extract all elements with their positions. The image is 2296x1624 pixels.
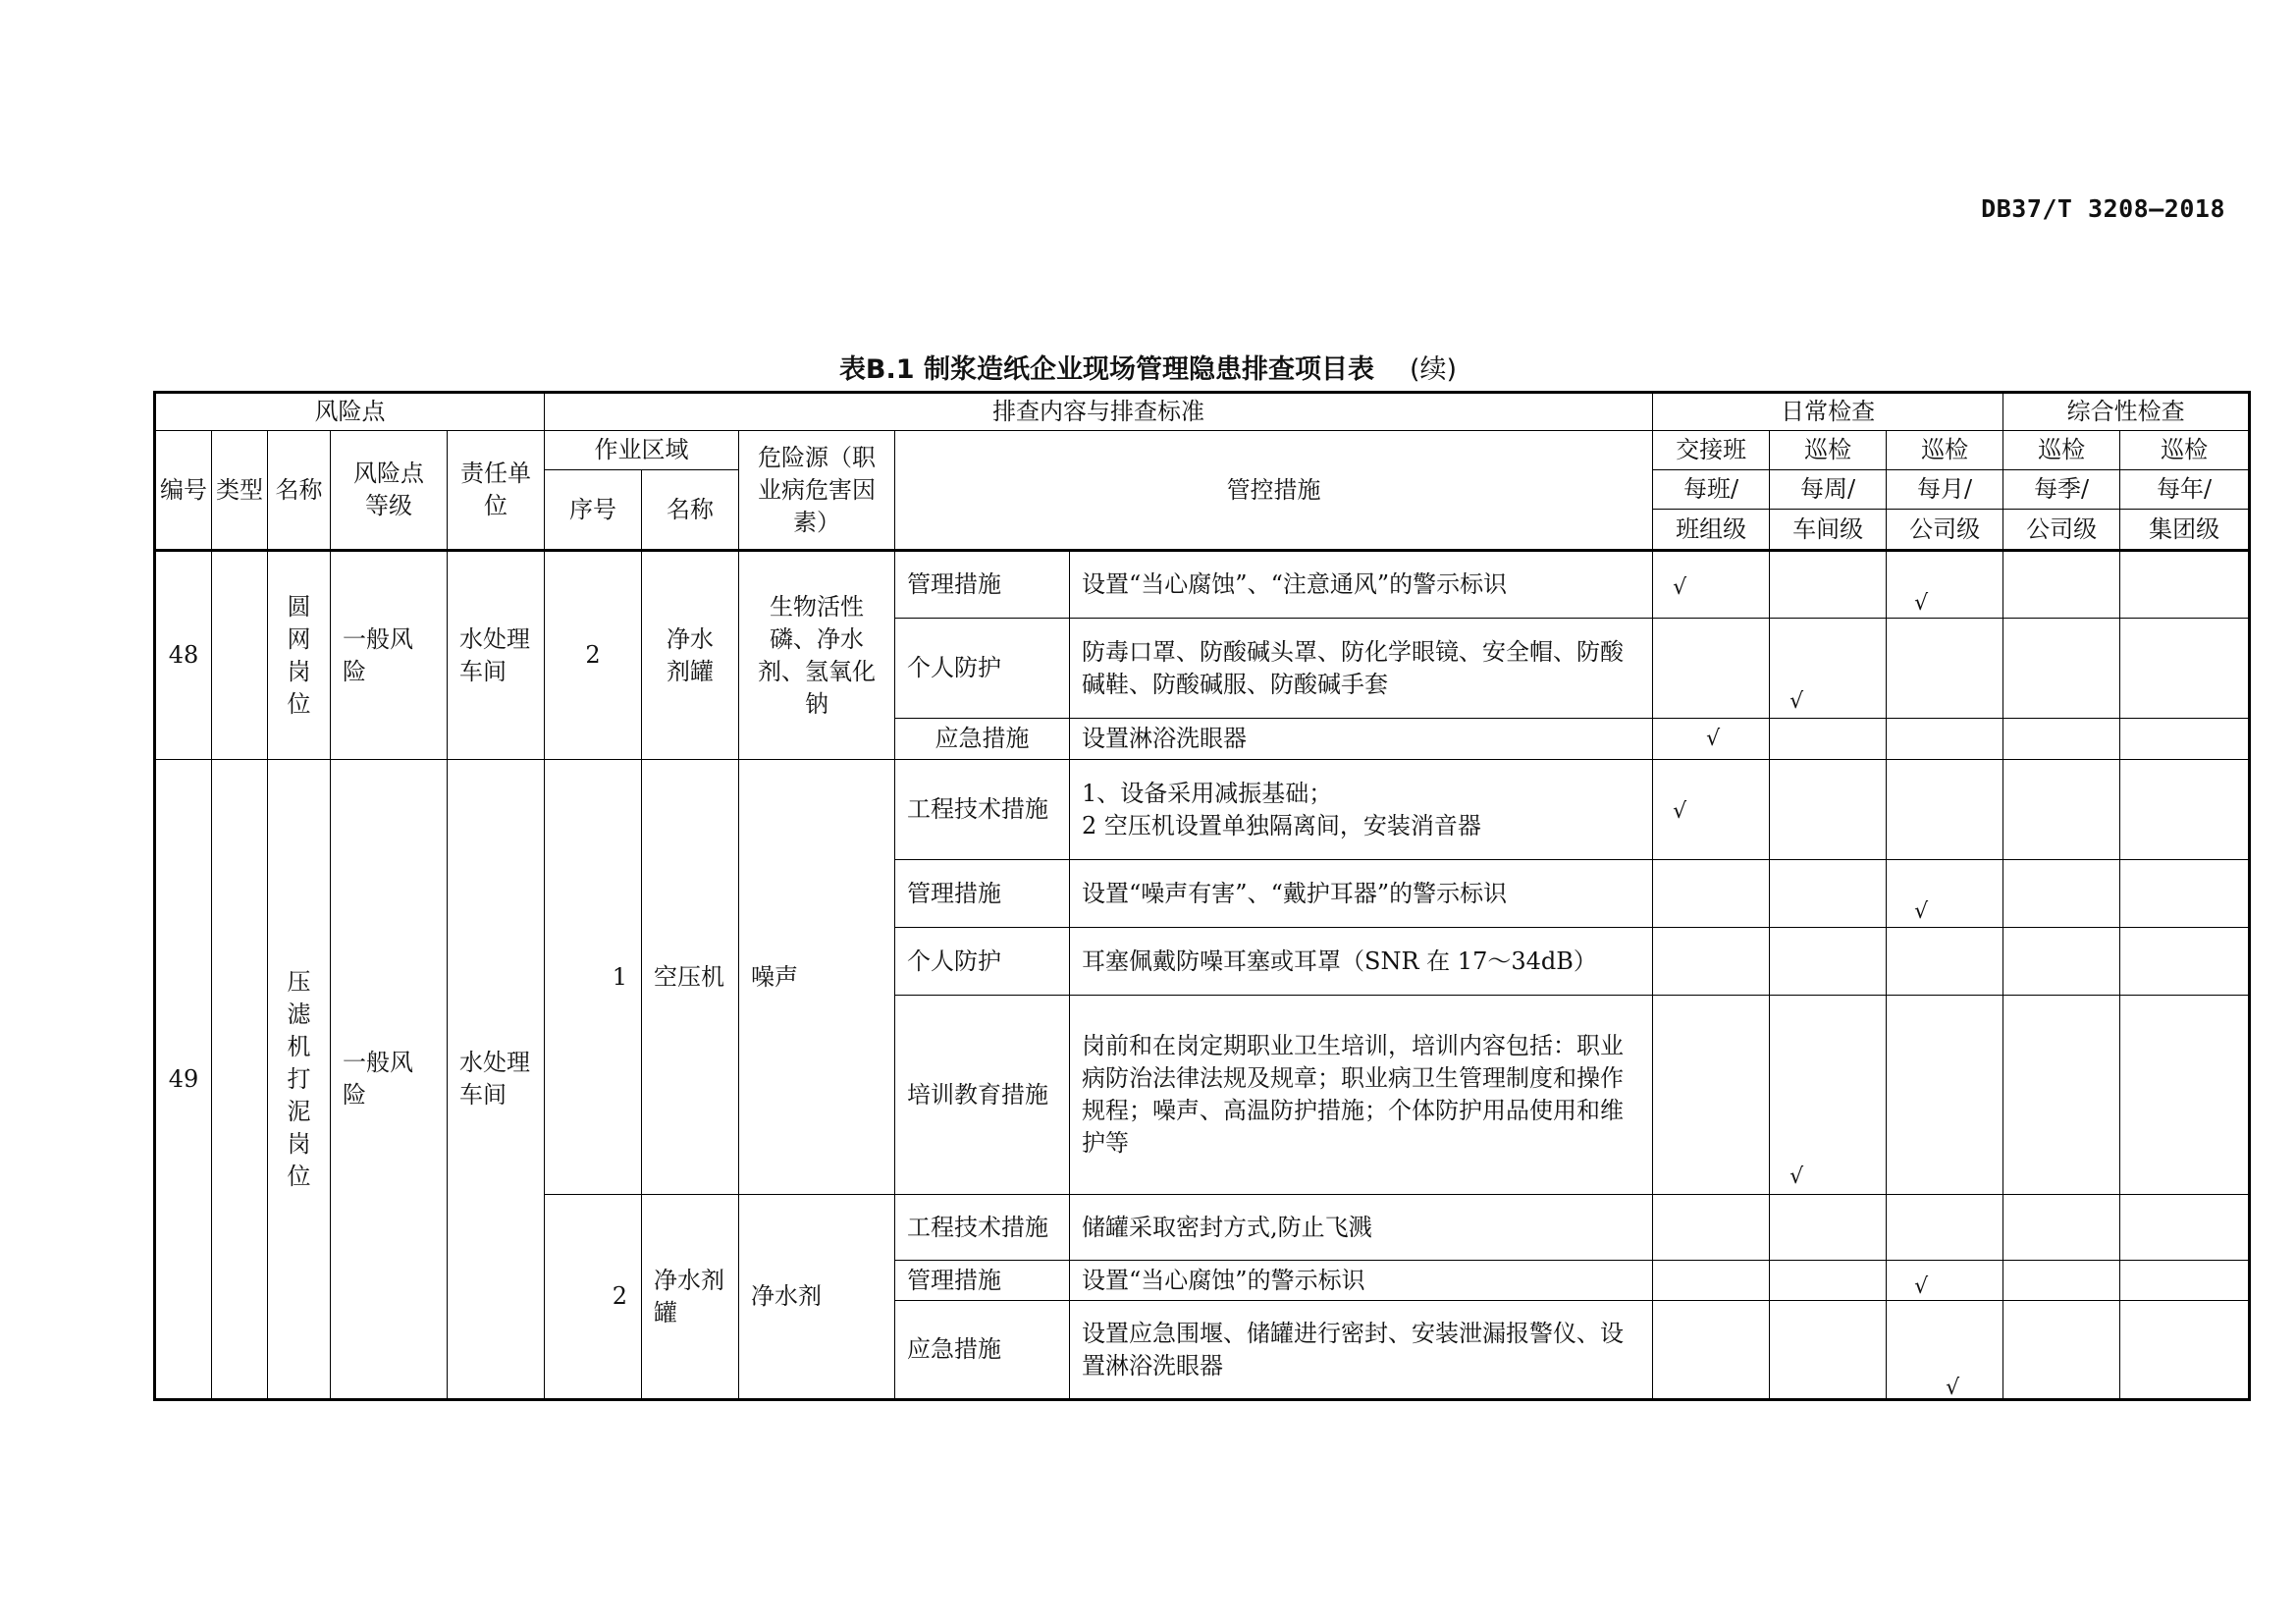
check-cell — [2003, 928, 2120, 996]
row-49-area-1-measure-1-cat: 工程技术措施 — [895, 760, 1070, 860]
check-cell — [1653, 928, 1770, 996]
header-col-type: 类型 — [212, 431, 268, 551]
check-cell — [1887, 928, 2003, 996]
row-48-measure-1-text: 设置“当心腐蚀”、“注意通风”的警示标识 — [1070, 551, 1653, 619]
table-title — [0, 348, 2296, 386]
check-cell — [1887, 860, 2003, 928]
row-48-area-seq: 2 — [545, 551, 642, 760]
check-cell — [1653, 619, 1770, 719]
check-mark-icon: √ — [1914, 1274, 1929, 1299]
header-freq-type-5: 巡检 — [2120, 431, 2250, 470]
check-cell — [2120, 1301, 2250, 1400]
check-cell — [1653, 760, 1770, 860]
check-cell — [2120, 928, 2250, 996]
table-row — [155, 760, 2250, 860]
check-cell — [1887, 1301, 2003, 1400]
row-48-name: 圆网岗位 — [268, 551, 331, 760]
check-mark-icon: √ — [1673, 799, 1687, 824]
standard-code: DB37/T 3208—2018 — [1981, 194, 2225, 223]
row-49-area-1-name: 空压机 — [642, 760, 739, 1195]
check-cell — [2003, 1195, 2120, 1261]
header-col-name: 名称 — [268, 431, 331, 551]
check-cell — [1770, 1301, 1887, 1400]
header-freq-type-1: 交接班 — [1653, 431, 1770, 470]
header-work-area: 作业区域 — [545, 431, 739, 470]
row-49-area-1-measure-4-text: 岗前和在岗定期职业卫生培训，培训内容包括：职业病防治法律法规及规章；职业病卫生管理制度和操作规程；噪声、高温防护措施；个体防护用品使用和维护等 — [1070, 996, 1653, 1195]
row-49-area-1-measure-2-cat: 管理措施 — [895, 860, 1070, 928]
check-cell — [2003, 860, 2120, 928]
row-49-num: 49 — [155, 760, 212, 1400]
check-mark-icon: √ — [1789, 689, 1804, 714]
check-cell — [1887, 996, 2003, 1195]
header-freq-period-2: 每周/ — [1770, 470, 1887, 510]
check-cell — [1770, 928, 1887, 996]
check-cell — [2003, 760, 2120, 860]
table-row — [155, 551, 2250, 619]
row-49-type — [212, 760, 268, 1400]
header-comprehensive-check: 综合性检查 — [2003, 393, 2250, 431]
header-col-unit: 责任单位 — [448, 431, 545, 551]
row-48-level: 一般风险 — [331, 551, 448, 760]
check-cell — [2120, 619, 2250, 719]
check-cell — [1770, 1261, 1887, 1301]
check-cell — [1887, 760, 2003, 860]
header-measures: 管控措施 — [895, 431, 1653, 551]
header-row-2 — [155, 431, 2250, 470]
check-mark-icon: √ — [1914, 899, 1929, 924]
row-48-measure-1-cat: 管理措施 — [895, 551, 1070, 619]
row-49-area-2-measure-1-text: 储罐采取密封方式,防止飞溅 — [1070, 1195, 1653, 1261]
check-cell — [2003, 1261, 2120, 1301]
table-title-text: 表B.1 制浆造纸企业现场管理隐患排查项目表 — [838, 354, 1374, 385]
check-mark-icon: √ — [1706, 727, 1721, 751]
header-risk-point: 风险点 — [155, 393, 545, 431]
header-freq-period-4: 每季/ — [2003, 470, 2120, 510]
check-cell — [1770, 996, 1887, 1195]
check-cell — [2120, 551, 2250, 619]
check-cell — [1653, 1195, 1770, 1261]
row-49-area-1-measure-3-text: 耳塞佩戴防噪耳塞或耳罩（SNR 在 17～34dB） — [1070, 928, 1653, 996]
row-49-area-2-name: 净水剂罐 — [642, 1195, 739, 1400]
check-cell — [1770, 860, 1887, 928]
row-49-area-2-measure-1-cat: 工程技术措施 — [895, 1195, 1070, 1261]
row-48-type — [212, 551, 268, 760]
header-freq-type-4: 巡检 — [2003, 431, 2120, 470]
row-49-area-2-measure-2-cat: 管理措施 — [895, 1261, 1070, 1301]
check-cell — [2003, 551, 2120, 619]
check-cell — [1770, 719, 1887, 760]
header-area-name: 名称 — [642, 470, 739, 551]
check-cell — [2120, 760, 2250, 860]
row-48-num: 48 — [155, 551, 212, 760]
check-cell — [2120, 860, 2250, 928]
check-cell — [1770, 760, 1887, 860]
header-freq-period-3: 每月/ — [1887, 470, 2003, 510]
continued-label: (续) — [1409, 354, 1458, 385]
row-48-measure-2-text: 防毒口罩、防酸碱头罩、防化学眼镜、安全帽、防酸碱鞋、防酸碱服、防酸碱手套 — [1070, 619, 1653, 719]
check-cell — [2120, 1261, 2250, 1301]
check-cell — [2120, 996, 2250, 1195]
check-cell — [1770, 1195, 1887, 1261]
header-freq-period-5: 每年/ — [2120, 470, 2250, 510]
header-freq-level-5: 集团级 — [2120, 510, 2250, 551]
row-49-area-1-hazard: 噪声 — [739, 760, 895, 1195]
check-mark-icon: √ — [1914, 591, 1929, 616]
row-48-unit: 水处理车间 — [448, 551, 545, 760]
row-49-area-1-measure-2-text: 设置“噪声有害”、“戴护耳器”的警示标识 — [1070, 860, 1653, 928]
header-hazard: 危险源（职业病危害因素） — [739, 431, 895, 551]
row-49-area-2-seq: 2 — [545, 1195, 642, 1400]
header-freq-type-2: 巡检 — [1770, 431, 1887, 470]
header-col-level: 风险点等级 — [331, 431, 448, 551]
check-cell — [1653, 1301, 1770, 1400]
hazard-check-table — [153, 391, 2251, 1401]
check-cell — [1887, 1195, 2003, 1261]
check-cell — [1770, 619, 1887, 719]
check-cell — [1653, 996, 1770, 1195]
check-cell — [1770, 551, 1887, 619]
header-freq-level-2: 车间级 — [1770, 510, 1887, 551]
check-mark-icon: √ — [1673, 575, 1687, 600]
header-freq-level-4: 公司级 — [2003, 510, 2120, 551]
measure-line-1: 1、设备采用减振基础； — [1082, 779, 1333, 807]
check-cell — [2003, 996, 2120, 1195]
row-48-area-name: 净水剂罐 — [642, 551, 739, 760]
check-cell — [2003, 1301, 2120, 1400]
header-row-1 — [155, 393, 2250, 431]
check-cell — [1887, 551, 2003, 619]
row-48-hazard: 生物活性磷、净水剂、氢氧化钠 — [739, 551, 895, 760]
row-49-area-2-measure-2-text: 设置“当心腐蚀”的警示标识 — [1070, 1261, 1653, 1301]
check-cell — [2003, 619, 2120, 719]
measure-line-2: 2 空压机设置单独隔离间，安装消音器 — [1082, 811, 1481, 839]
check-cell — [1653, 860, 1770, 928]
header-daily-check: 日常检查 — [1653, 393, 2003, 431]
header-col-num: 编号 — [155, 431, 212, 551]
row-49-area-2-measure-3-text: 设置应急围堰、储罐进行密封、安装泄漏报警仪、设置淋浴洗眼器 — [1070, 1301, 1653, 1400]
row-48-measure-2-cat: 个人防护 — [895, 619, 1070, 719]
check-cell — [1887, 1261, 2003, 1301]
row-49-unit: 水处理车间 — [448, 760, 545, 1400]
row-49-name: 压滤机打泥岗位 — [268, 760, 331, 1400]
check-mark-icon: √ — [1789, 1164, 1804, 1189]
row-49-area-1-measure-3-cat: 个人防护 — [895, 928, 1070, 996]
header-freq-type-3: 巡检 — [1887, 431, 2003, 470]
row-48-measure-3-cat: 应急措施 — [895, 719, 1070, 760]
row-48-measure-3-text: 设置淋浴洗眼器 — [1070, 719, 1653, 760]
check-cell — [1653, 551, 1770, 619]
check-cell — [1887, 619, 2003, 719]
check-mark-icon: √ — [1946, 1376, 1960, 1400]
check-cell — [2003, 719, 2120, 760]
check-cell — [2120, 719, 2250, 760]
header-freq-level-1: 班组级 — [1653, 510, 1770, 551]
row-49-area-1-seq: 1 — [545, 760, 642, 1195]
header-freq-period-1: 每班/ — [1653, 470, 1770, 510]
check-cell — [1653, 719, 1770, 760]
check-cell — [1887, 719, 2003, 760]
row-49-area-1-measure-1-text — [1070, 760, 1653, 860]
header-content-standard: 排查内容与排查标准 — [545, 393, 1653, 431]
row-49-area-2-hazard: 净水剂 — [739, 1195, 895, 1400]
header-freq-level-3: 公司级 — [1887, 510, 2003, 551]
check-cell — [1653, 1261, 1770, 1301]
header-seq: 序号 — [545, 470, 642, 551]
check-cell — [2120, 1195, 2250, 1261]
row-49-area-1-measure-4-cat: 培训教育措施 — [895, 996, 1070, 1195]
row-49-area-2-measure-3-cat: 应急措施 — [895, 1301, 1070, 1400]
row-49-level: 一般风险 — [331, 760, 448, 1400]
